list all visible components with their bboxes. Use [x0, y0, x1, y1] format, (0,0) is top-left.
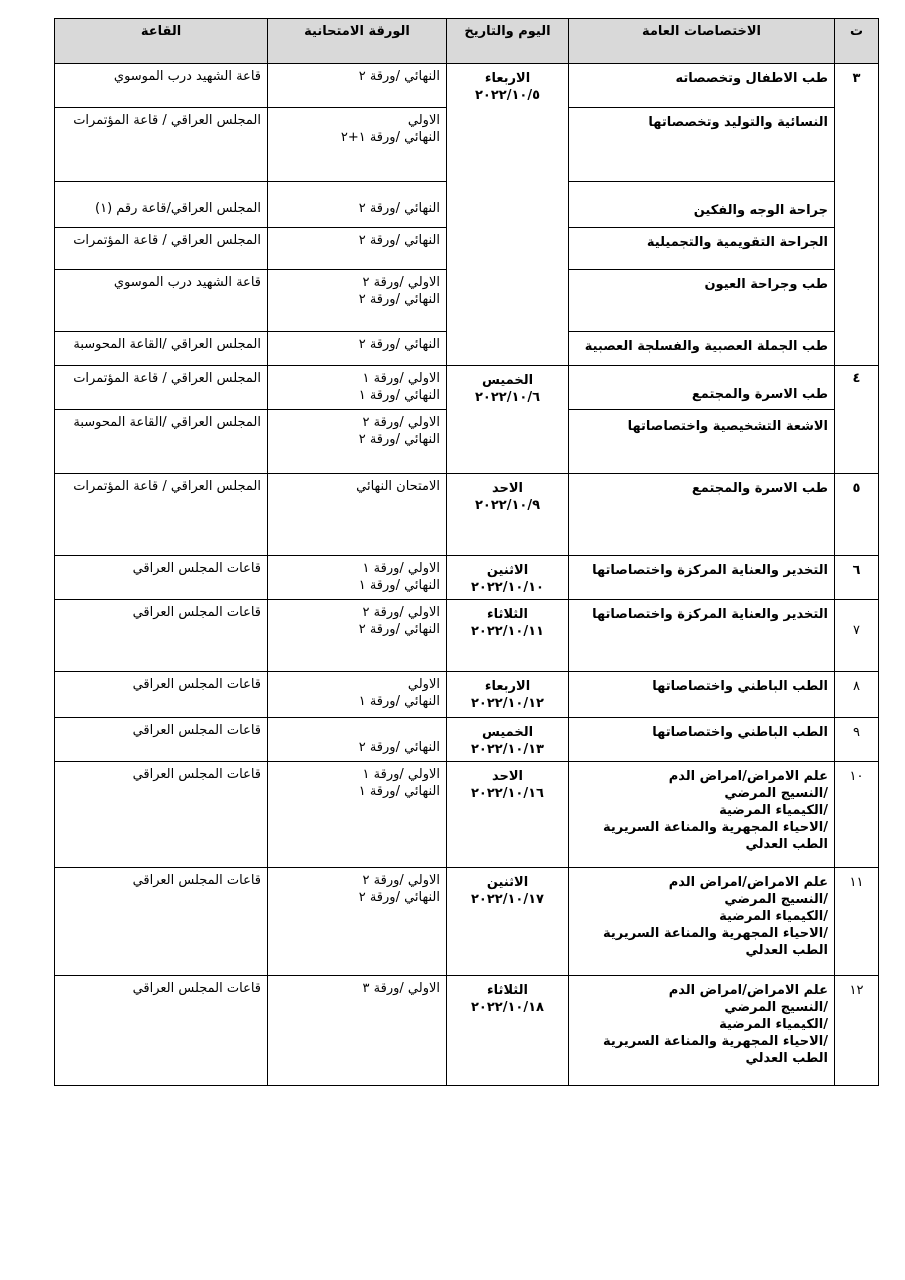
- hall-cell: قاعة الشهيد درب الموسوي: [55, 270, 268, 332]
- specialty-cell: طب الاطفال وتخصصاته: [569, 64, 835, 108]
- hall-cell: المجلس العراقي / قاعة المؤتمرات: [55, 366, 268, 410]
- hall-cell: المجلس العراقي /القاعة المحوسبة: [55, 332, 268, 366]
- hall-cell: قاعات المجلس العراقي: [55, 868, 268, 976]
- paper-cell: النهائي /ورقة ٢: [268, 718, 447, 762]
- specialty-cell: التخدير والعناية المركزة واختصاصاتها: [569, 556, 835, 600]
- hall-cell: قاعات المجلس العراقي: [55, 718, 268, 762]
- header-num: ت: [835, 19, 879, 64]
- row-number: ٨: [835, 672, 879, 718]
- paper-cell: الاولي /ورقة ٢ النهائي /ورقة ٢: [268, 600, 447, 672]
- hall-cell: قاعة الشهيد درب الموسوي: [55, 64, 268, 108]
- paper-cell: الاولي النهائي /ورقة ١: [268, 672, 447, 718]
- table-row: [55, 64, 879, 108]
- row-number: ٤: [835, 366, 879, 474]
- specialty-cell: طب وجراحة العيون: [569, 270, 835, 332]
- row-number: ٦: [835, 556, 879, 600]
- date-cell: الثلاثاء ٢٠٢٢/١٠/١٨: [447, 976, 569, 1086]
- header-date: اليوم والتاريخ: [447, 19, 569, 64]
- header-row: [55, 19, 879, 64]
- specialty-cell: علم الامراض/امراض الدم /النسيج المرضي /الكيمياء المرضية /الاحياء المجهرية والمناعة السريرية الطب العدلي: [569, 762, 835, 868]
- table-row: [55, 976, 879, 1086]
- paper-cell: الاولي /ورقة ١ النهائي /ورقة ١: [268, 762, 447, 868]
- hall-cell: قاعات المجلس العراقي: [55, 762, 268, 868]
- specialty-cell: طب الاسرة والمجتمع: [569, 366, 835, 410]
- date-cell: الخميس ٢٠٢٢/١٠/١٣: [447, 718, 569, 762]
- paper-cell: النهائي /ورقة ٢: [268, 64, 447, 108]
- table-row: [55, 868, 879, 976]
- table-row: [55, 718, 879, 762]
- hall-cell: المجلس العراقي / قاعة المؤتمرات: [55, 474, 268, 556]
- table-row: [55, 672, 879, 718]
- row-number: ١٢: [835, 976, 879, 1086]
- date-cell: الثلاثاء ٢٠٢٢/١٠/١١: [447, 600, 569, 672]
- hall-cell: المجلس العراقي/قاعة رقم (١): [55, 182, 268, 228]
- hall-cell: قاعات المجلس العراقي: [55, 672, 268, 718]
- paper-cell: الاولي /ورقة ٣: [268, 976, 447, 1086]
- date-cell: الاثنين ٢٠٢٢/١٠/١٧: [447, 868, 569, 976]
- paper-cell: الاولي النهائي /ورقة ١+٢: [268, 108, 447, 182]
- row-number: ٣: [835, 64, 879, 366]
- header-paper: الورقة الامتحانية: [268, 19, 447, 64]
- specialty-cell: جراحة الوجه والفكين: [569, 182, 835, 228]
- paper-cell: الاولي /ورقة ١ النهائي /ورقة ١: [268, 556, 447, 600]
- paper-cell: الاولي /ورقة ٢ النهائي /ورقة ٢: [268, 270, 447, 332]
- paper-cell: الاولي /ورقة ٢ النهائي /ورقة ٢: [268, 868, 447, 976]
- specialty-cell: طب الجملة العصبية والفسلجة العصبية: [569, 332, 835, 366]
- table-row: [55, 474, 879, 556]
- table-row: [55, 366, 879, 410]
- specialty-cell: الاشعة التشخيصية واختصاصاتها: [569, 410, 835, 474]
- paper-cell: النهائي /ورقة ٢: [268, 332, 447, 366]
- hall-cell: قاعات المجلس العراقي: [55, 976, 268, 1086]
- specialty-cell: الطب الباطني واختصاصاتها: [569, 672, 835, 718]
- exam-schedule-table: [54, 18, 879, 1086]
- paper-cell: الاولي /ورقة ٢ النهائي /ورقة ٢: [268, 410, 447, 474]
- specialty-cell: علم الامراض/امراض الدم /النسيج المرضي /الكيمياء المرضية /الاحياء المجهرية والمناعة السريرية الطب العدلي: [569, 868, 835, 976]
- hall-cell: المجلس العراقي /القاعة المحوسبة: [55, 410, 268, 474]
- hall-cell: المجلس العراقي / قاعة المؤتمرات: [55, 228, 268, 270]
- hall-cell: المجلس العراقي / قاعة المؤتمرات: [55, 108, 268, 182]
- specialty-cell: علم الامراض/امراض الدم /النسيج المرضي /الكيمياء المرضية /الاحياء المجهرية والمناعة السريرية الطب العدلي: [569, 976, 835, 1086]
- row-number: ١١: [835, 868, 879, 976]
- date-cell: الخميس ٢٠٢٢/١٠/٦: [447, 366, 569, 474]
- specialty-cell: طب الاسرة والمجتمع: [569, 474, 835, 556]
- specialty-cell: الجراحة التقويمية والتجميلية: [569, 228, 835, 270]
- date-cell: الاربعاء ٢٠٢٢/١٠/٥: [447, 64, 569, 366]
- date-cell: الاربعاء ٢٠٢٢/١٠/١٢: [447, 672, 569, 718]
- paper-cell: الامتحان النهائي: [268, 474, 447, 556]
- row-number: ٥: [835, 474, 879, 556]
- date-cell: الاحد ٢٠٢٢/١٠/٩: [447, 474, 569, 556]
- paper-cell: النهائي /ورقة ٢: [268, 182, 447, 228]
- header-spec: الاختصاصات العامة: [569, 19, 835, 64]
- row-number: ١٠: [835, 762, 879, 868]
- specialty-cell: التخدير والعناية المركزة واختصاصاتها: [569, 600, 835, 672]
- specialty-cell: النسائية والتوليد وتخصصاتها: [569, 108, 835, 182]
- paper-cell: الاولي /ورقة ١ النهائي /ورقة ١: [268, 366, 447, 410]
- table-row: [55, 762, 879, 868]
- specialty-cell: الطب الباطني واختصاصاتها: [569, 718, 835, 762]
- header-hall: القاعة: [55, 19, 268, 64]
- table-row: [55, 556, 879, 600]
- row-number: ٩: [835, 718, 879, 762]
- date-cell: الاحد ٢٠٢٢/١٠/١٦: [447, 762, 569, 868]
- date-cell: الاثنين ٢٠٢٢/١٠/١٠: [447, 556, 569, 600]
- paper-cell: النهائي /ورقة ٢: [268, 228, 447, 270]
- table-row: [55, 600, 879, 672]
- row-number: ٧: [835, 600, 879, 672]
- hall-cell: قاعات المجلس العراقي: [55, 600, 268, 672]
- hall-cell: قاعات المجلس العراقي: [55, 556, 268, 600]
